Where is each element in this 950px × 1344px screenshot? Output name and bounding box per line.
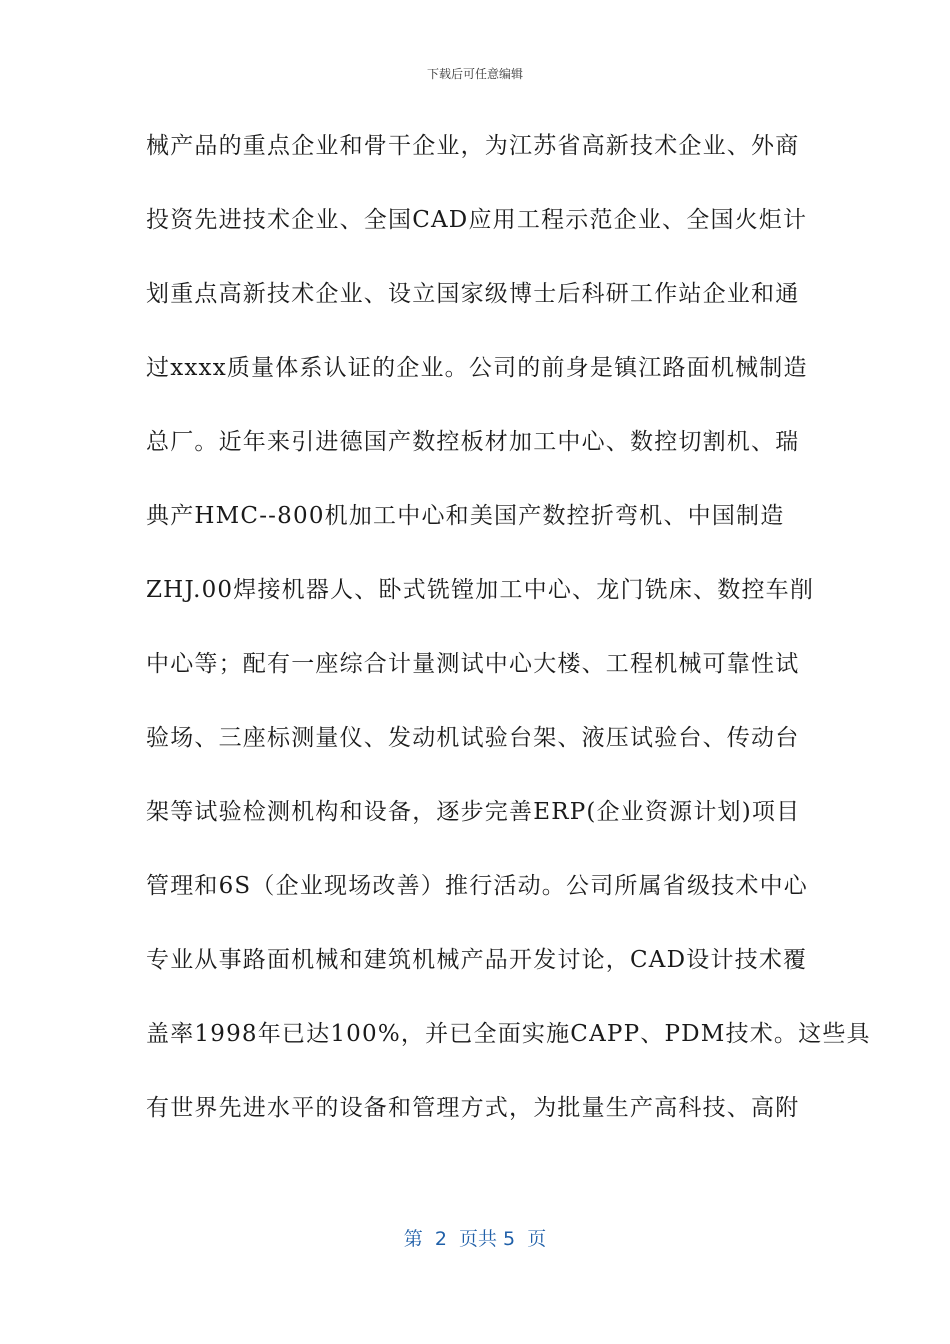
text-line: 中心等；配有一座综合计量测试中心大楼、工程机械可靠性试 xyxy=(146,651,800,677)
text-line: 盖率1998年已达100%，并已全面实施CAPP、PDM技术。这些具 xyxy=(146,1021,871,1047)
text-line: 架等试验检测机构和设备，逐步完善ERP(企业资源计划)项目 xyxy=(146,799,801,825)
text-line: 典产HMC--800机加工中心和美国产数控折弯机、中国制造 xyxy=(146,503,785,529)
text-line: 划重点高新技术企业、设立国家级博士后科研工作站企业和通 xyxy=(146,281,800,307)
text-line: 械产品的重点企业和骨干企业，为江苏省高新技术企业、外商 xyxy=(146,133,800,159)
text-line: 验场、三座标测量仪、发动机试验台架、液压试验台、传动台 xyxy=(146,725,800,751)
body-text xyxy=(146,120,871,1156)
text-line: 专业从事路面机械和建筑机械产品开发讨论，CAD设计技术覆 xyxy=(146,947,808,973)
text-line: 管理和6S（企业现场改善）推行活动。公司所属省级技术中心 xyxy=(146,873,808,899)
text-line: 有世界先进水平的设备和管理方式，为批量生产高科技、高附 xyxy=(146,1095,800,1121)
text-line: ZHJ.00焊接机器人、卧式铣镗加工中心、龙门铣床、数控车削 xyxy=(146,577,815,603)
page-header: 下载后可任意编辑 xyxy=(426,67,523,81)
text-line: 总厂。近年来引进德国产数控板材加工中心、数控切割机、瑞 xyxy=(146,429,800,455)
text-line: 过xxxx质量体系认证的企业。公司的前身是镇江路面机械制造 xyxy=(146,355,808,381)
page-number-footer: 第 2 页共 5 页 xyxy=(403,1228,547,1250)
text-line: 投资先进技术企业、全国CAD应用工程示范企业、全国火炬计 xyxy=(146,207,808,233)
